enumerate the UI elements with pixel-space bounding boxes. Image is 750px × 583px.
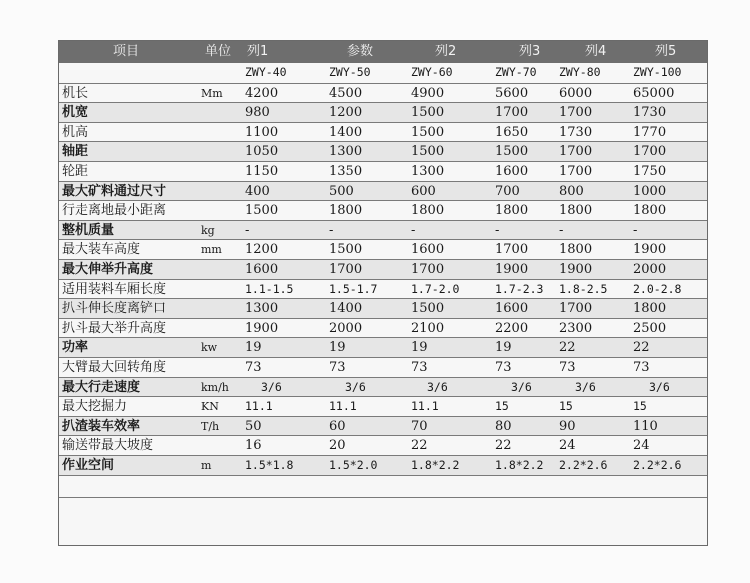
row-value: 1600 [245, 262, 279, 277]
row-value: 2100 [411, 320, 445, 336]
row-unit: kg [201, 223, 215, 237]
row-value: - [411, 222, 416, 238]
row-value: 1000 [633, 183, 667, 199]
row-value: 22 [495, 438, 512, 454]
row-value: 11.1 [411, 399, 439, 414]
model-name: ZWY-40 [245, 65, 287, 79]
row-value: 110 [633, 418, 658, 434]
row-label: 扒渣装车效率 [62, 418, 141, 434]
row-value: 15 [633, 399, 647, 414]
row-value: 1500 [411, 124, 445, 140]
row-value: 15 [495, 399, 509, 414]
row-value: 1500 [245, 203, 279, 219]
row-label: 机宽 [62, 105, 89, 121]
row-value: 24 [559, 438, 576, 454]
row-value: 1.8*2.2 [411, 458, 460, 472]
row-value: 3/6 [575, 379, 596, 394]
row-value: 2.0-2.8 [633, 281, 682, 296]
table-row [59, 377, 708, 397]
row-label: 扒斗最大举升高度 [62, 320, 167, 336]
table-row [59, 435, 708, 455]
row-value: 1730 [633, 105, 667, 121]
row-label: 最大装车高度 [62, 242, 141, 258]
row-value: 1600 [495, 301, 529, 317]
row-value: 1700 [495, 105, 529, 121]
row-value: 1600 [495, 164, 529, 179]
row-label: 大臂最大回转角度 [62, 360, 167, 375]
row-value: 1800 [633, 301, 667, 317]
row-value: 1.8-2.5 [559, 281, 608, 296]
row-label: 最大伸举升高度 [62, 262, 154, 277]
row-label: 轴距 [62, 144, 89, 160]
row-value: 1800 [559, 242, 593, 258]
row-label: 行走离地最小距离 [62, 203, 167, 219]
model-name: ZWY-100 [633, 65, 682, 79]
empty-row [59, 475, 708, 497]
row-value: 24 [633, 438, 650, 454]
row-value: 1800 [559, 203, 593, 219]
header-item: 项目 [113, 44, 140, 59]
row-value: 1770 [633, 124, 667, 140]
row-value: 1800 [633, 203, 667, 219]
row-value: 1200 [245, 242, 279, 258]
row-value: 3/6 [345, 379, 366, 394]
model-row [59, 63, 708, 83]
row-value: 4200 [245, 85, 279, 101]
row-value: - [329, 222, 334, 238]
row-value: 1700 [559, 144, 593, 160]
row-value: - [559, 222, 564, 238]
row-value: 19 [495, 340, 512, 356]
row-value: 11.1 [245, 399, 273, 414]
row-value: 1700 [559, 164, 593, 179]
model-name: ZWY-50 [329, 65, 371, 79]
row-value: 1100 [245, 124, 279, 140]
row-value: 80 [495, 418, 512, 434]
row-value: 20 [329, 438, 346, 454]
row-value: 1650 [495, 124, 529, 140]
row-value: 1500 [411, 105, 445, 121]
table-row [59, 220, 708, 240]
table-row [59, 337, 708, 357]
table-row [59, 122, 708, 142]
row-value: 1730 [559, 124, 593, 140]
row-value: 1400 [329, 301, 363, 317]
row-unit: mm [201, 243, 222, 257]
model-name: ZWY-70 [495, 65, 537, 79]
empty-row [59, 497, 708, 527]
row-unit: kw [201, 341, 218, 355]
table-row [59, 200, 708, 220]
row-label: 作业空间 [62, 458, 115, 473]
table-row [59, 396, 708, 416]
header-col3: 列3 [519, 44, 541, 59]
row-unit: Mm [201, 86, 223, 100]
row-value: 1.7-2.3 [495, 281, 544, 296]
row-value: - [245, 222, 250, 238]
row-value: 22 [633, 340, 650, 356]
row-label: 最大挖掘力 [62, 399, 128, 415]
row-value: 19 [245, 340, 262, 356]
row-value: 6000 [559, 85, 593, 101]
row-value: 1150 [245, 164, 279, 179]
row-value: 1500 [495, 144, 529, 160]
row-value: 1700 [411, 262, 445, 277]
table-row [59, 279, 708, 299]
header-col1: 列1 [247, 44, 269, 59]
row-label: 轮距 [62, 164, 89, 179]
row-value: 70 [411, 418, 428, 434]
row-label: 功率 [62, 340, 89, 356]
row-value: 3/6 [511, 379, 532, 394]
row-value: 50 [245, 418, 262, 434]
table-row [59, 83, 708, 103]
row-unit: km/h [201, 380, 229, 394]
header-col4: 列4 [585, 44, 607, 59]
row-value: 1050 [245, 144, 279, 160]
row-value: 1800 [329, 203, 363, 219]
row-value: 1700 [559, 105, 593, 121]
row-value: 4900 [411, 85, 445, 101]
row-value: 22 [411, 438, 428, 454]
row-value: 1700 [329, 262, 363, 277]
row-value: 73 [559, 360, 576, 375]
row-value: 60 [329, 418, 346, 434]
row-label: 机长 [62, 85, 89, 101]
row-value: 1700 [633, 144, 667, 160]
row-value: 1300 [329, 144, 363, 160]
row-value: 19 [411, 340, 428, 356]
table-row [59, 181, 708, 201]
header-param: 参数 [347, 44, 374, 59]
table-row [59, 357, 708, 377]
row-value: - [633, 222, 638, 238]
row-value: 65000 [633, 85, 675, 101]
row-unit: KN [201, 400, 219, 414]
row-value: 700 [495, 183, 520, 199]
row-value: 600 [411, 183, 436, 199]
row-value: 1900 [495, 262, 529, 277]
row-value: 2000 [633, 262, 667, 277]
row-value: 1400 [329, 124, 363, 140]
row-value: 1500 [411, 144, 445, 160]
model-name: ZWY-60 [411, 65, 453, 79]
row-value: 800 [559, 183, 584, 199]
row-value: 90 [559, 418, 576, 434]
table-row [59, 318, 708, 338]
row-value: 11.1 [329, 399, 357, 414]
row-value: 1.5*1.8 [245, 458, 294, 472]
row-value: 2.2*2.6 [559, 458, 608, 472]
table-row [59, 239, 708, 259]
row-value: 980 [245, 105, 270, 121]
row-value: 1.8*2.2 [495, 458, 544, 472]
header-col2: 列2 [435, 44, 457, 59]
row-value: 16 [245, 438, 262, 454]
row-value: 2300 [559, 320, 593, 336]
row-value: 1900 [245, 320, 279, 336]
row-value: 2200 [495, 320, 529, 336]
row-value: 1600 [411, 242, 445, 258]
row-value: 1900 [633, 242, 667, 258]
row-value: 2500 [633, 320, 667, 336]
table-header [59, 41, 708, 63]
row-value: 1300 [245, 301, 279, 317]
row-value: 73 [329, 360, 346, 375]
row-value: 1500 [329, 242, 363, 258]
header-col5: 列5 [655, 44, 677, 59]
row-value: 2000 [329, 320, 363, 336]
table-row [59, 455, 708, 475]
row-value: 500 [329, 183, 354, 199]
row-value: 1.5*2.0 [329, 458, 378, 472]
model-name: ZWY-80 [559, 65, 601, 79]
row-value: 1900 [559, 262, 593, 277]
row-value: 19 [329, 340, 346, 356]
row-value: 3/6 [261, 379, 282, 394]
table-row [59, 102, 708, 122]
row-value: 1350 [329, 164, 363, 179]
row-value: 15 [559, 399, 573, 414]
row-value: 4500 [329, 85, 363, 101]
row-unit: T/h [201, 419, 220, 433]
table-row [59, 416, 708, 436]
row-value: 22 [559, 340, 576, 356]
row-value: 73 [411, 360, 428, 375]
row-value: 73 [633, 360, 650, 375]
header-unit: 单位 [205, 44, 232, 59]
row-unit: m [201, 459, 212, 472]
row-label: 整机质量 [62, 222, 115, 238]
row-value: - [495, 222, 500, 238]
row-value: 3/6 [427, 379, 448, 394]
row-label: 适用装料车厢长度 [62, 281, 167, 297]
table-row [59, 161, 708, 181]
table-row [59, 298, 708, 318]
row-value: 2.2*2.6 [633, 458, 682, 472]
row-value: 400 [245, 183, 270, 199]
row-label: 最大矿料通过尺寸 [62, 183, 167, 199]
row-label: 输送带最大坡度 [62, 438, 154, 454]
row-value: 1800 [495, 203, 529, 219]
row-label: 机高 [62, 124, 89, 140]
row-value: 1700 [559, 301, 593, 317]
row-value: 5600 [495, 85, 529, 101]
row-label: 最大行走速度 [62, 379, 141, 395]
row-value: 1.7-2.0 [411, 281, 460, 296]
row-value: 1800 [411, 203, 445, 219]
row-value: 1750 [633, 164, 667, 179]
row-value: 1300 [411, 164, 445, 179]
row-label: 扒斗伸长度离铲口 [62, 301, 167, 317]
row-value: 1200 [329, 105, 363, 121]
table-row [59, 141, 708, 161]
spec-table [58, 40, 708, 546]
row-value: 3/6 [649, 379, 670, 394]
row-value: 73 [495, 360, 512, 375]
row-value: 1500 [411, 301, 445, 317]
table-row [59, 259, 708, 279]
row-value: 73 [245, 360, 262, 375]
row-value: 1700 [495, 242, 529, 258]
row-value: 1.1-1.5 [245, 281, 294, 296]
row-value: 1.5-1.7 [329, 281, 378, 296]
